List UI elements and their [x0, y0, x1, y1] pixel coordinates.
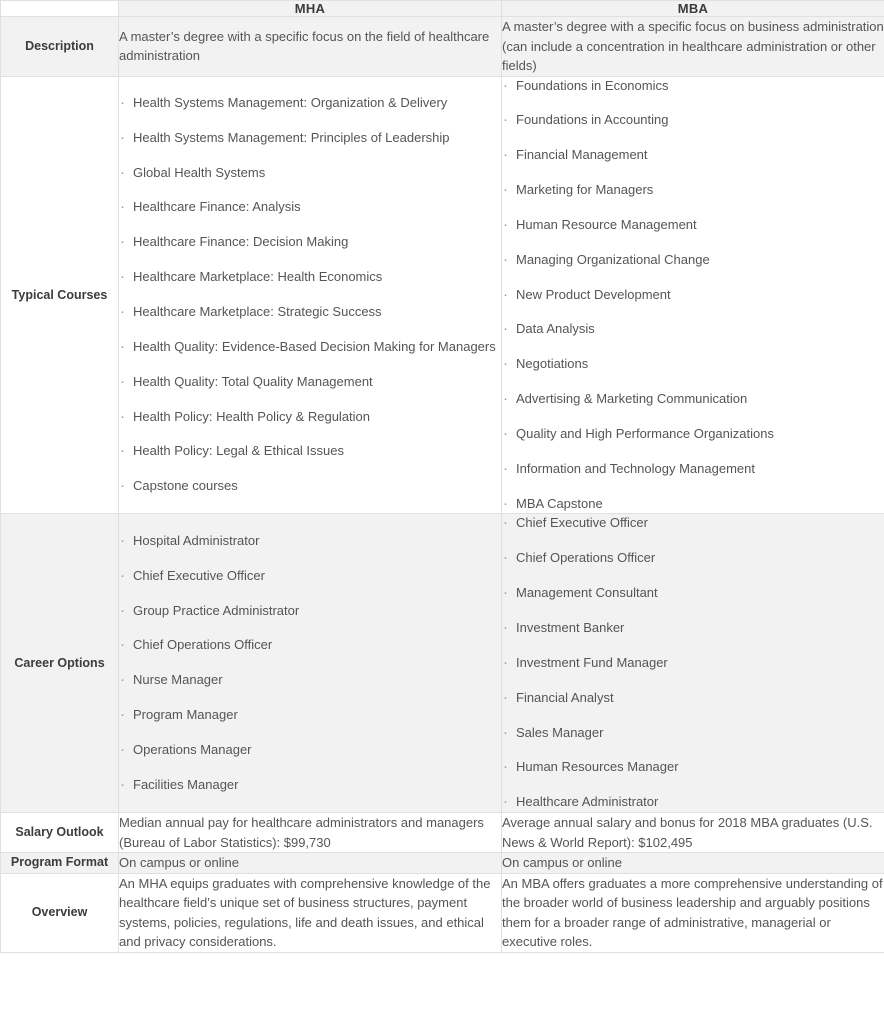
cell-program-format-mba: [502, 853, 884, 874]
list-item: · Human Resource Management: [502, 216, 884, 235]
list-item: · Foundations in Economics: [502, 77, 884, 96]
cell-typical-courses-mba: [502, 76, 884, 514]
list-item: · Managing Organizational Change: [502, 251, 884, 270]
cell-description-mha: [119, 17, 502, 77]
header-blank-cell: [1, 1, 119, 17]
cell-program-format-mha: [119, 853, 502, 874]
list-typical-courses-mba: [502, 77, 884, 514]
cell-text: A master’s degree with a specific focus on the field of healthcare administration: [119, 28, 490, 64]
list-item: · Healthcare Finance: Decision Making: [119, 233, 501, 252]
cell-career-options-mha: [119, 514, 502, 813]
row-label-program-format: Program Format: [1, 853, 119, 874]
list-item: · Group Practice Administrator: [119, 602, 501, 621]
list-item: · Chief Executive Officer: [502, 514, 884, 533]
list-typical-courses-mha: [119, 94, 501, 496]
row-label-career-options: Career Options: [1, 514, 119, 813]
column-header-mha: MHA: [119, 1, 502, 17]
list-career-options-mha: [119, 532, 501, 795]
list-item: · Marketing for Managers: [502, 181, 884, 200]
cell-text: A master’s degree with a specific focus on business administration (can include a concentration in healthcare administration or other fields): [502, 19, 884, 73]
cell-text: Median annual pay for healthcare administrators and managers (Bureau of Labor Statistics): $99,730: [119, 815, 484, 850]
list-item: · Health Systems Management: Principles of Leadership: [119, 129, 501, 148]
list-item: · Negotiations: [502, 355, 884, 374]
row-label-overview: Overview: [1, 873, 119, 952]
list-item: · Health Quality: Total Quality Management: [119, 373, 501, 392]
list-item: · Foundations in Accounting: [502, 111, 884, 130]
list-item: · Health Policy: Health Policy & Regulation: [119, 408, 501, 427]
cell-typical-courses-mha: [119, 76, 502, 514]
row-label-description: Description: [1, 17, 119, 77]
cell-salary-outlook-mba: [502, 813, 884, 853]
list-item: · Sales Manager: [502, 724, 884, 743]
list-item: · Operations Manager: [119, 741, 501, 760]
cell-career-options-mba: [502, 514, 884, 813]
list-item: · Health Policy: Legal & Ethical Issues: [119, 442, 501, 461]
list-item: · Global Health Systems: [119, 164, 501, 183]
list-item: · Human Resources Manager: [502, 758, 884, 777]
list-item: · Healthcare Administrator: [502, 793, 884, 812]
list-item: · Healthcare Finance: Analysis: [119, 198, 501, 217]
table-row: [1, 76, 884, 514]
cell-text: On campus or online: [119, 855, 239, 871]
cell-overview-mha: [119, 873, 502, 952]
list-item: · Financial Analyst: [502, 689, 884, 708]
list-item: · Healthcare Marketplace: Strategic Success: [119, 303, 501, 322]
list-item: · Chief Operations Officer: [119, 636, 501, 655]
list-item: · Health Systems Management: Organization & Delivery: [119, 94, 501, 113]
list-item: · Investment Banker: [502, 619, 884, 638]
row-label-salary-outlook: Salary Outlook: [1, 813, 119, 853]
list-item: · Capstone courses: [119, 477, 501, 496]
list-item: · Nurse Manager: [119, 671, 501, 690]
table-row: [1, 873, 884, 952]
table-row: [1, 813, 884, 853]
list-item: · Program Manager: [119, 706, 501, 725]
list-item: · Healthcare Marketplace: Health Economics: [119, 268, 501, 287]
cell-text: On campus or online: [502, 855, 622, 871]
list-item: · MBA Capstone: [502, 495, 884, 514]
list-item: · Chief Operations Officer: [502, 549, 884, 568]
list-item: · Financial Management: [502, 146, 884, 165]
table-row: [1, 853, 884, 874]
cell-text: An MHA equips graduates with comprehensive knowledge of the healthcare field’s unique set of business structures, payment systems, policies, regulations, life and death issues, and ethical and privacy considerations.: [119, 875, 491, 950]
column-header-mba: MBA: [502, 1, 884, 17]
table-row: [1, 17, 884, 77]
list-item: · Chief Executive Officer: [119, 567, 501, 586]
cell-salary-outlook-mha: [119, 813, 502, 853]
list-item: · Data Analysis: [502, 320, 884, 339]
list-item: · Information and Technology Management: [502, 460, 884, 479]
table-header-row: [1, 1, 884, 17]
list-item: · Management Consultant: [502, 584, 884, 603]
list-item: · Hospital Administrator: [119, 532, 501, 551]
row-label-typical-courses: Typical Courses: [1, 76, 119, 514]
list-item: · Health Quality: Evidence-Based Decision Making for Managers: [119, 338, 501, 357]
list-item: · Advertising & Marketing Communication: [502, 390, 884, 409]
cell-description-mba: [502, 17, 884, 77]
table-row: [1, 514, 884, 813]
list-item: · New Product Development: [502, 286, 884, 305]
list-item: · Quality and High Performance Organizations: [502, 425, 884, 444]
list-item: · Investment Fund Manager: [502, 654, 884, 673]
list-career-options-mba: [502, 514, 884, 812]
cell-text: An MBA offers graduates a more comprehensive understanding of the broader world of business leadership and arguably positions them for a broader range of administrative, managerial or executive roles.: [502, 875, 883, 950]
list-item: · Facilities Manager: [119, 776, 501, 795]
cell-text: Average annual salary and bonus for 2018 MBA graduates (U.S. News & World Report): $102,495: [502, 815, 873, 850]
cell-overview-mba: [502, 873, 884, 952]
